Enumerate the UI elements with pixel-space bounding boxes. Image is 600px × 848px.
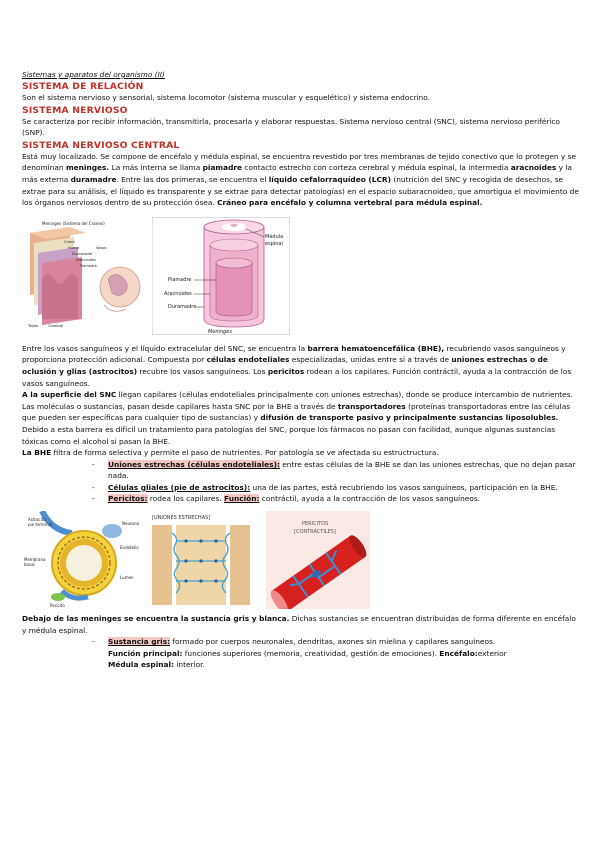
list-item: - Sustancia gris: formado por cuerpos neuronales, dendritas, axones sin mielina y capilares sanguíneos. Función principal: funciones superiores (memoria, creatividad, gestión de emociones). Encéfalo:exterior Médula espinal: interior. — [92, 637, 507, 670]
svg-text:espinal: espinal — [265, 240, 283, 247]
svg-text:Membrana: Membrana — [24, 557, 46, 563]
svg-text:Meninges (Sistema del Cráneo): Meninges (Sistema del Cráneo) — [42, 220, 105, 226]
svg-text:Piamadre: Piamadre — [168, 276, 192, 283]
paragraph-filtra: La BHE filtra de forma selectiva y permite el paso de nutrientes. Por patología se ve afectada su estructructura. — [22, 448, 439, 458]
heading-snc: SISTEMA NERVIOSO CENTRAL — [22, 139, 180, 151]
document-page — [22, 70, 582, 671]
svg-text:[CONTRÁCTILES]: [CONTRÁCTILES] — [294, 529, 336, 536]
svg-text:Neurona: Neurona — [122, 521, 139, 527]
svg-text:Vasos: Vasos — [96, 245, 107, 250]
svg-text:basal: basal — [24, 562, 35, 568]
meninges-spinal-figure — [152, 217, 290, 335]
svg-text:Tejido: Tejido — [28, 323, 39, 328]
paragraph-tratamiento: Debido a esta barrera es difícil un tratamiento para patologías del SNC, porque los fármacos no pasan con facilidad, aunque algunas sustancias tóxicas como el alcohol si pasan la BHE. — [22, 424, 556, 446]
svg-text:[UNIONES ESTRECHAS]: [UNIONES ESTRECHAS] — [152, 515, 211, 522]
doc-title: Sistemas y aparatos del organismo (II) — [22, 70, 165, 79]
heading-sistema-relacion: SISTEMA DE RELACIÓN — [22, 81, 144, 92]
svg-text:Astrocito: Astrocito — [28, 517, 46, 523]
svg-text:Duramadre: Duramadre — [72, 251, 93, 256]
paragraph-bhe: Entre los vasos sanguíneos y el líquido extracelular del SNC, se encuentra la barrera hematoencefálica (BHE), recubriendo vasos sanguíneos y proporciona protección adicional. Compuesta por células endoteliales especializadas, unidas entre sí a través de uniones estrechas o de oclusión y glias (astrocitos) recubre los vasos sanguíneos. Los pericitos rodean a los capilares. Función contráctil, ayuda a la contracción de los vasos sanguíneos. — [22, 343, 572, 388]
bhe-figures — [22, 511, 582, 609]
pericytes-figure — [266, 511, 370, 609]
list-item: - Uniones estrechas (células endoteliales): entre estas células de la BHE se dan las uniones estrechas, que no dejan pasar nada. — [92, 459, 576, 481]
tight-junctions-figure — [146, 511, 256, 609]
paragraph-sustancia: Debajo de las meninges se encuentra la sustancia gris y blanca. Dichas sustancias se encuentran distribuidas de forma diferente en encéfalo y médula espinal. — [22, 614, 576, 635]
svg-text:Médula: Médula — [265, 233, 284, 240]
heading-sistema-nervioso: SISTEMA NERVIOSO — [22, 104, 128, 116]
svg-text:Aracnoides: Aracnoides — [76, 257, 96, 262]
paragraph-snc: Está muy localizado. Se compone de encéfalo y médula espinal, se encuentra revestido por tres membranas de tejido conectivo que lo protegen y se denominan meninges. La más interna se llama piamadre contacto estrecho con corteza cerebral y médula espinal, la intermedia aracnoides y la más externa duramadre. Entre las dos primeras, se encuentra el líquido cefalorraquídeo (LCR) (nutrición del SNC y recogida de desechos, se extrae para su análisis, el líquido es transparente y se extrae para detectar patologías) en el espacio subaracnoideo, que amortigua el movimiento de los órganos nerviosos dentro de su protección ósea. Cráneo para encéfalo y columna vertebral para médula espinal. — [22, 151, 579, 208]
svg-text:Lumen: Lumen — [120, 575, 134, 581]
svg-text:Piamadre: Piamadre — [80, 263, 97, 268]
paragraph-relacion: Son el sistema nervioso y sensorial, sistema locomotor (sistema muscular y esquelético) y sistema endocrino. — [22, 93, 430, 102]
svg-text:PERICITOS: PERICITOS — [302, 521, 329, 528]
svg-text:pie terminal: pie terminal — [28, 522, 53, 528]
meninges-figures — [22, 217, 582, 337]
svg-text:Hueso: Hueso — [68, 245, 80, 250]
svg-text:Aracnoides: Aracnoides — [164, 290, 192, 297]
list-item: - Células gliales (pie de astrocitos): una de las partes, está recubriendo los vasos sanguíneos, participación en la BHE. — [92, 482, 558, 492]
svg-text:Meninges: Meninges — [208, 328, 232, 335]
svg-text:Duramadre: Duramadre — [168, 303, 197, 310]
sustancia-list — [22, 636, 582, 671]
paragraph-superficie: A la superficie del SNC llegan capilares (células endoteliales principalmente con uniones estrechas), donde se produce intercambio de nutrientes. Las moléculas o sustancias, pasan desde capilares hasta SNC por la BHE a través de transportadores (proteínas transportadoras entre las células que pueden ser específicas para cualquier tipo de sustancias) y difusión de transporte pasivo y principalmente sustancias liposolubles. — [22, 390, 573, 423]
bhe-components-list — [22, 459, 582, 505]
paragraph-nervioso: Se caracteriza por recibir información, transmitirla, procesarla y elaborar respuestas. Sistema nervioso central (SNC), sistema nervioso periférico (SNP). — [22, 116, 560, 138]
svg-text:Pericito: Pericito — [50, 603, 65, 609]
svg-text:Cuero: Cuero — [64, 239, 75, 244]
list-item: - Pericitos: rodea los capilares. Función: contráctil, ayuda a la contracción de los vasos sanguíneos. — [92, 494, 481, 504]
meninges-brain-figure — [24, 219, 144, 331]
svg-text:Endotelio: Endotelio — [120, 545, 139, 551]
svg-text:Cerebral: Cerebral — [48, 323, 64, 328]
capillary-cross-section-figure — [22, 511, 142, 609]
